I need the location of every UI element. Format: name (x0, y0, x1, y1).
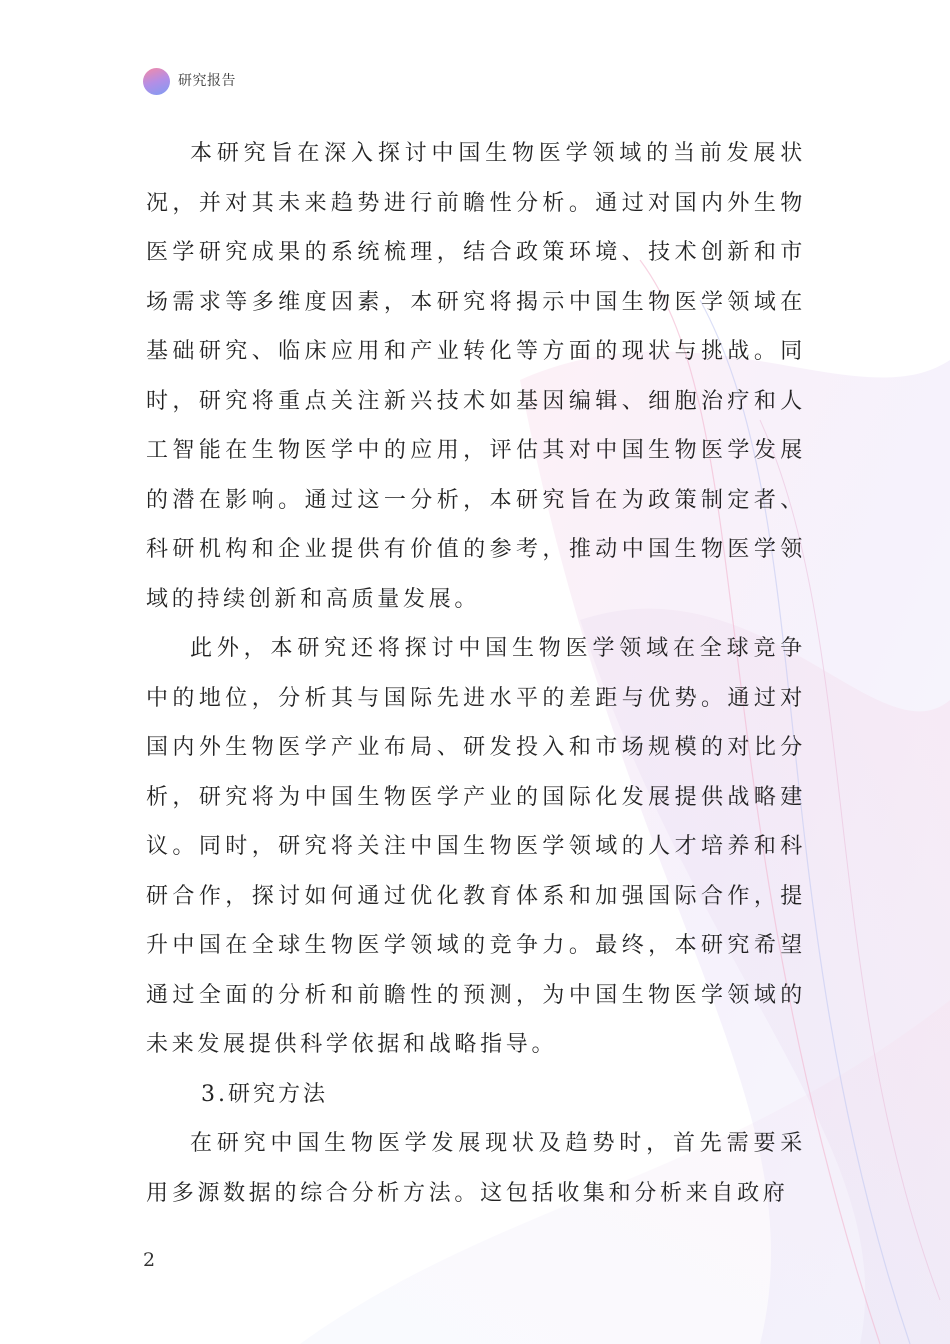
paragraph-1: 本研究旨在深入探讨中国生物医学领域的当前发展状况，并对其未来趋势进行前瞻性分析。通过对国内外生物医学研究成果的系统梳理，结合政策环境、技术创新和市场需求等多维度因素，本研究将揭示中国生物医学领域在基础研究、临床应用和产业转化等方面的现状与挑战。同时，研究将重点关注新兴技术如基因编辑、细胞治疗和人工智能在生物医学中的应用，评估其对中国生物医学发展的潜在影响。通过这一分析，本研究旨在为政策制定者、科研机构和企业提供有价值的参考，推动中国生物医学领域的持续创新和高质量发展。 (146, 141, 806, 612)
paragraph-2: 此外，本研究还将探讨中国生物医学领域在全球竞争中的地位，分析其与国际先进水平的差距与优势。通过对国内外生物医学产业布局、研发投入和市场规模的对比分析，研究将为中国生物医学产业的国际化发展提供战略建议。同时，研究将关注中国生物医学领域的人才培养和科研合作，探讨如何通过优化教育体系和加强国际合作，提升中国在全球生物医学领域的竞争力。最终，本研究希望通过全面的分析和前瞻性的预测，为中国生物医学领域的未来发展提供科学依据和战略指导。 (146, 636, 806, 1057)
page-header (143, 66, 236, 96)
document-body (146, 129, 806, 1218)
report-logo-icon (143, 68, 170, 95)
page-number: 2 (143, 1249, 156, 1271)
header-title: 研究报告 (178, 73, 236, 89)
section-heading: 3.研究方法 (201, 1081, 328, 1107)
paragraph-3: 在研究中国生物医学发展现状及趋势时，首先需要采用多源数据的综合分析方法。这包括收集和分析来自政府 (146, 1131, 806, 1206)
